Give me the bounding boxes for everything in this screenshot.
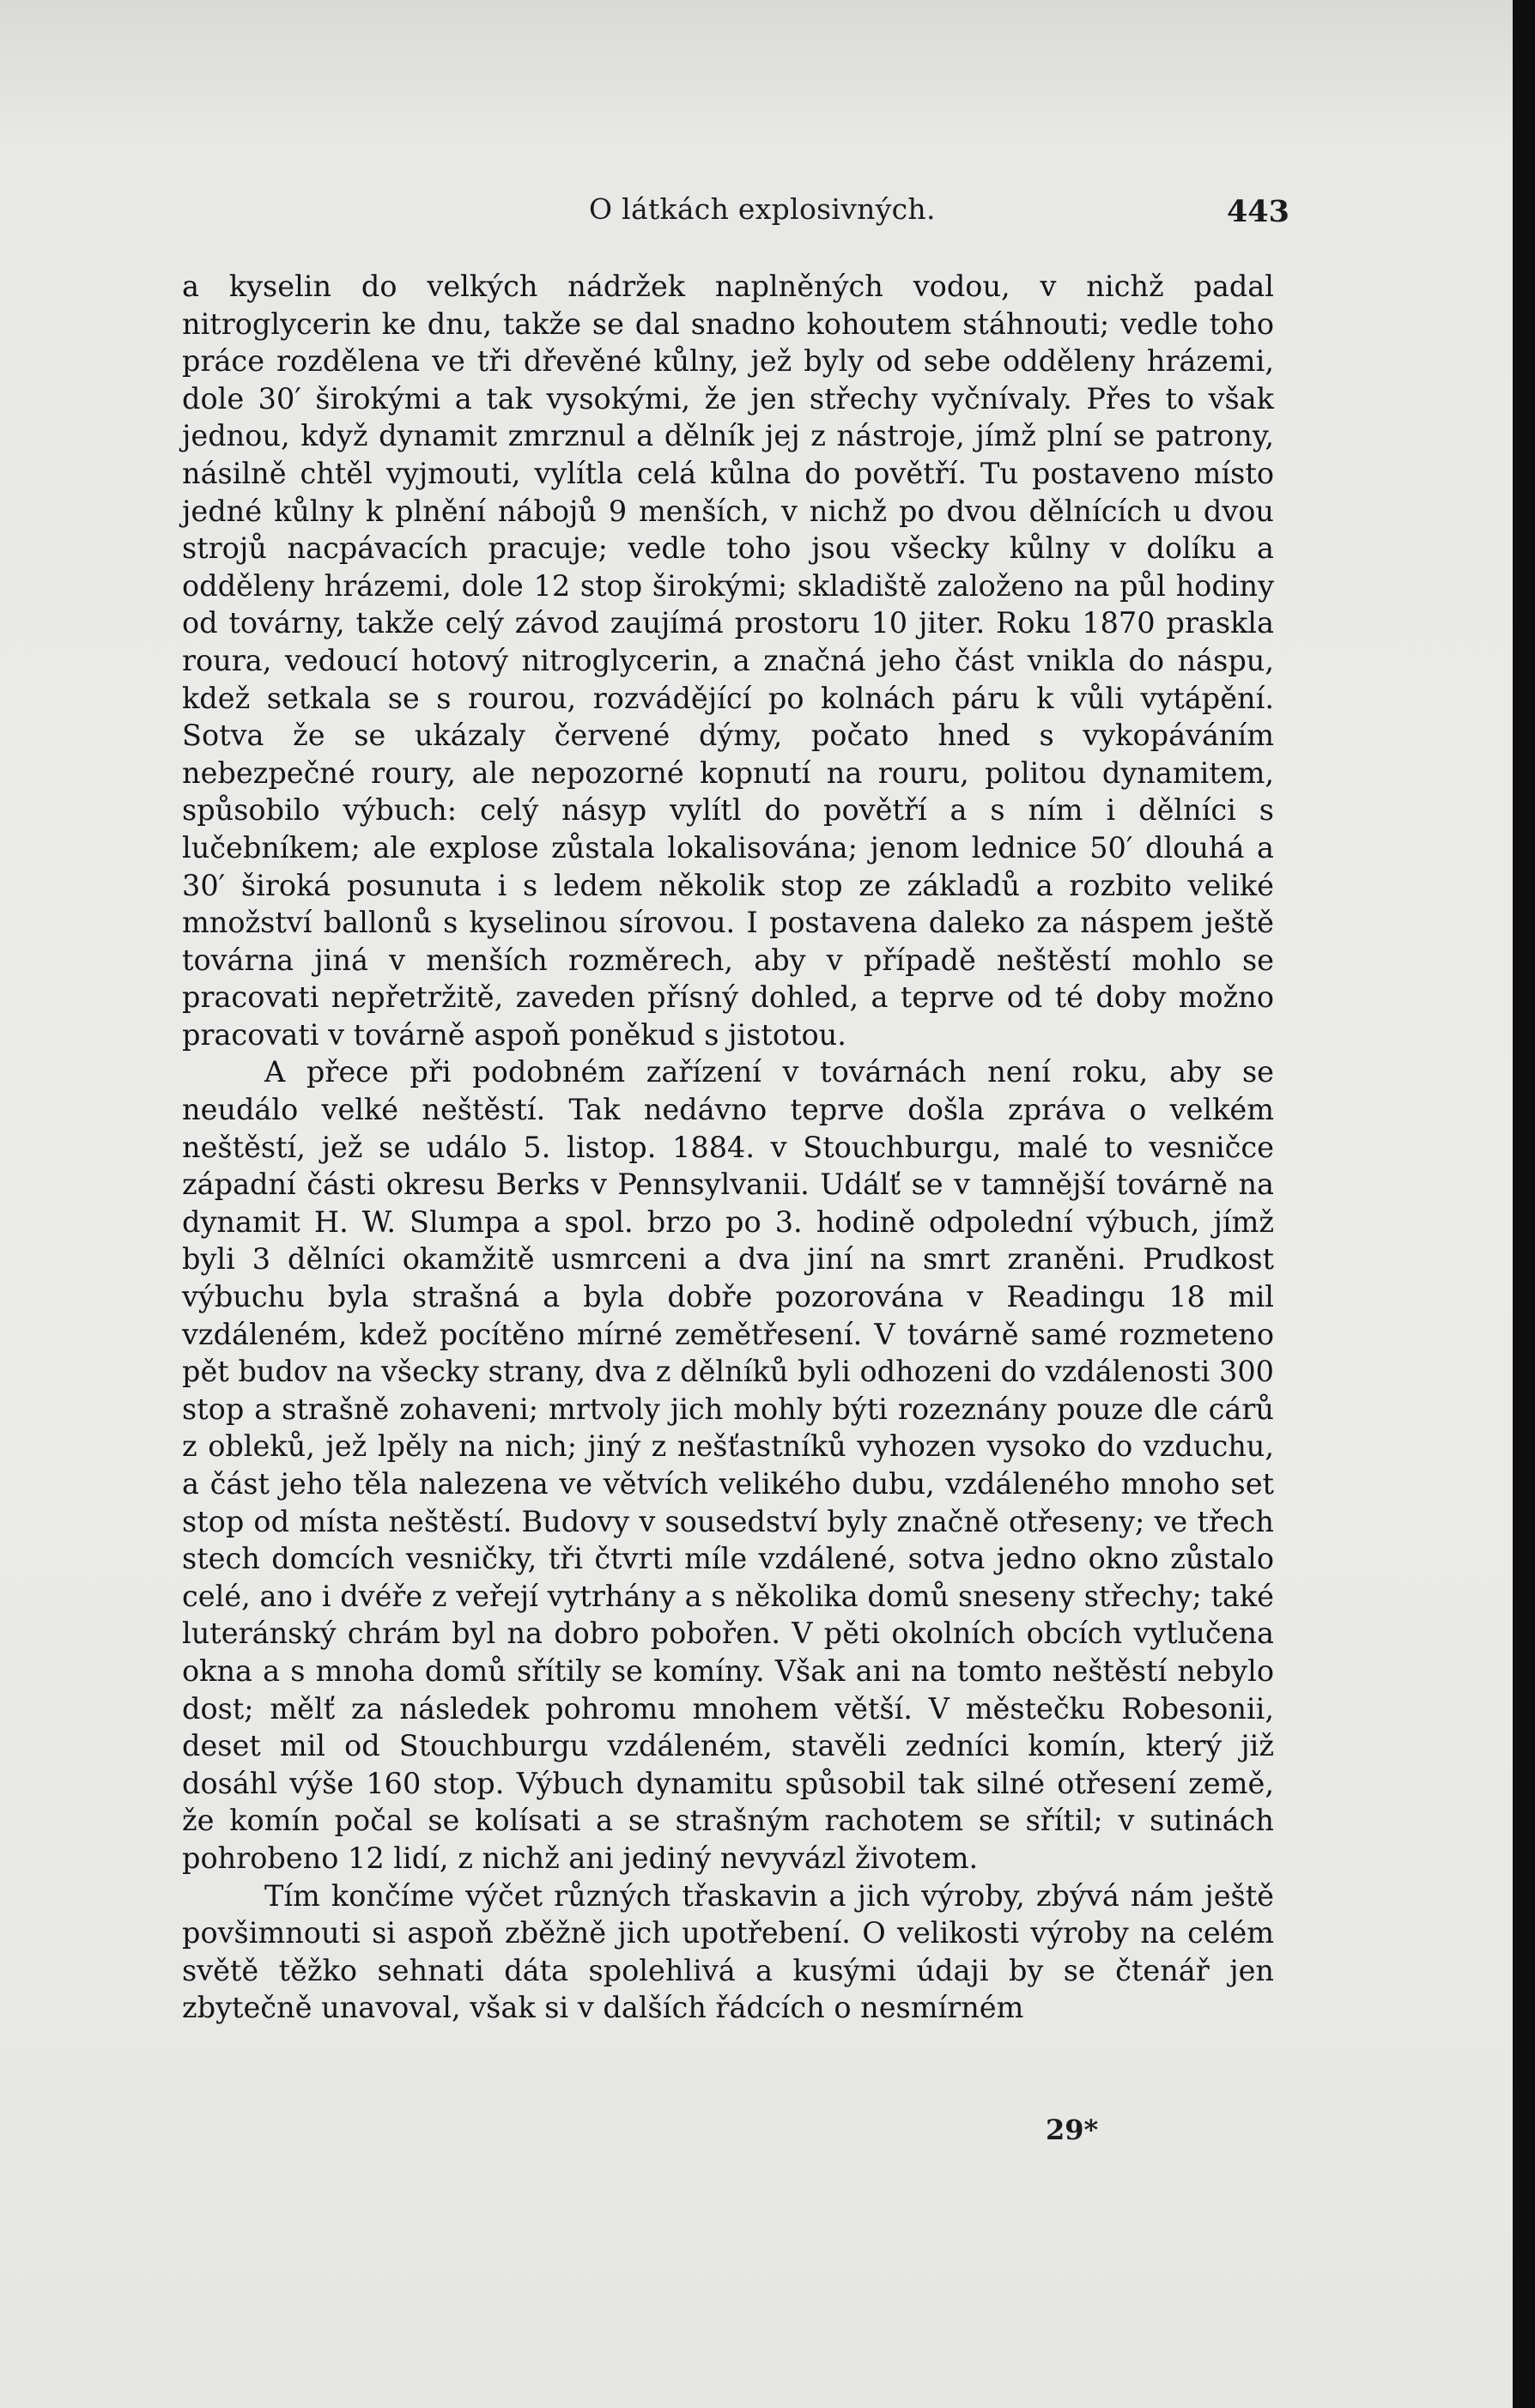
- page-header: [0, 189, 1513, 232]
- scan-edge: [1513, 0, 1535, 2408]
- signature-mark: 29*: [1046, 2114, 1099, 2146]
- paragraph: Tím končíme výčet různých třaskavin a jich výroby, zbývá nám ještě povšimnouti si aspoň zběžně jich upotřebení. O velikosti výroby na celém světě těžko sehnati dáta spolehlivá a kusými údaji by se čtenář jen zbytečně unavoval, však si v dalších řádcích o nesmírném: [182, 1878, 1274, 2025]
- paragraph: a kyselin do velkých nádržek naplněných vodou, v nichž padal nitroglycerin ke dnu, takže se dal snadno kohoutem stáhnouti; vedle toho práce rozdělena ve tři dřevěné kůlny, jež byly od sebe odděleny hrázemi, dole 30′ širokými a tak vysokými, že jen střechy vyčnívaly. Přes to však jednou, když dynamit zmrznul a dělník jej z nástroje, jímž plní se patrony, násilně chtěl vyjmouti, vylítla celá kůlna do povětří. Tu postaveno místo jedné kůlny k plnění nábojů 9 menších, v nichž po dvou dělnících u dvou strojů nacpávacích pracuje; vedle toho jsou všecky kůlny v dolíku a odděleny hrázemi, dole 12 stop širokými; skladiště založeno na půl hodiny od továrny, takže celý závod zaujímá prostoru 10 jiter. Roku 1870 praskla roura, vedoucí hotový nitroglycerin, a značná jeho část vnikla do náspu, kdež setkala se s rourou, rozvádějící po kolnách páru k vůli vytápění. Sotva že se ukázaly červené dýmy, počato hned s vykopáváním nebezpečné roury, ale nepozorné kopnutí na rouru, politou dynamitem, spůsobilo výbuch: celý násyp vylítl do povětří a s ním i dělníci s lučebníkem; ale explose zůstala lokalisována; jenom lednice 50′ dlouhá a 30′ široká posunuta i s ledem několik stop ze základů a rozbito veliké množství ballonů s kyselinou sírovou. I postavena daleko za náspem ještě továrna jiná v menších rozměrech, aby v případě neštěstí mohlo se pracovati nepřetržitě, zaveden přísný dohled, a teprve od té doby možno pracovati v továrně aspoň poněkud s jistotou.: [182, 270, 1274, 1052]
- running-head: O látkách explosivných.: [589, 192, 936, 226]
- page-number: 443: [1226, 194, 1289, 229]
- paragraph: A přece při podobném zařízení v továrnách není roku, aby se neudálo velké neštěstí. Tak nedávno teprve došla zpráva o velkém neštěstí, jež se událo 5. listop. 1884. v Stouchburgu, malé to vesničce západní části okresu Berks v Pennsylvanii. Událť se v tamnější továrně na dynamit H. W. Slumpa a spol. brzo po 3. hodině odpolední výbuch, jímž byli 3 dělníci okamžitě usmrceni a dva jiní na smrt zraněni. Prudkost výbuchu byla strašná a byla dobře pozorována v Readingu 18 mil vzdáleném, kdež pocítěno mírné zemětřesení. V továrně samé rozmeteno pět budov na všecky strany, dva z dělníků byli odhozeni do vzdálenosti 300 stop a strašně zohaveni; mrtvoly jich mohly býti rozeznány pouze dle cárů z obleků, jež lpěly na nich; jiný z nešťastníků vyhozen vysoko do vzduchu, a část jeho těla nalezena ve větvích velikého dubu, vzdáleného mnoho set stop od místa neštěstí. Budovy v sousedství byly značně otřeseny; ve třech stech domcích vesničky, tři čtvrti míle vzdálené, sotva jedno okno zůstalo celé, ano i dvéře z veřejí vytrhány a s několika domů sneseny střechy; také luteránský chrám byl na dobro pobořen. V pěti okolních obcích vytlučena okna a s mnoha domů sřítily se komíny. Však ani na tomto neštěstí nebylo dost; mělť za následek pohromu mnohem větší. V městečku Robesonii, deset mil od Stouchburgu vzdáleném, stavěli zedníci komín, který již dosáhl výše 160 stop. Výbuch dynamitu spůsobil tak silné otřesení země, že komín počal se kolísati a se strašným rachotem se sřítil; v sutinách pohrobeno 12 lidí, z nichž ani jediný nevyvázl životem.: [182, 1055, 1274, 1875]
- body-text: [182, 268, 1274, 2027]
